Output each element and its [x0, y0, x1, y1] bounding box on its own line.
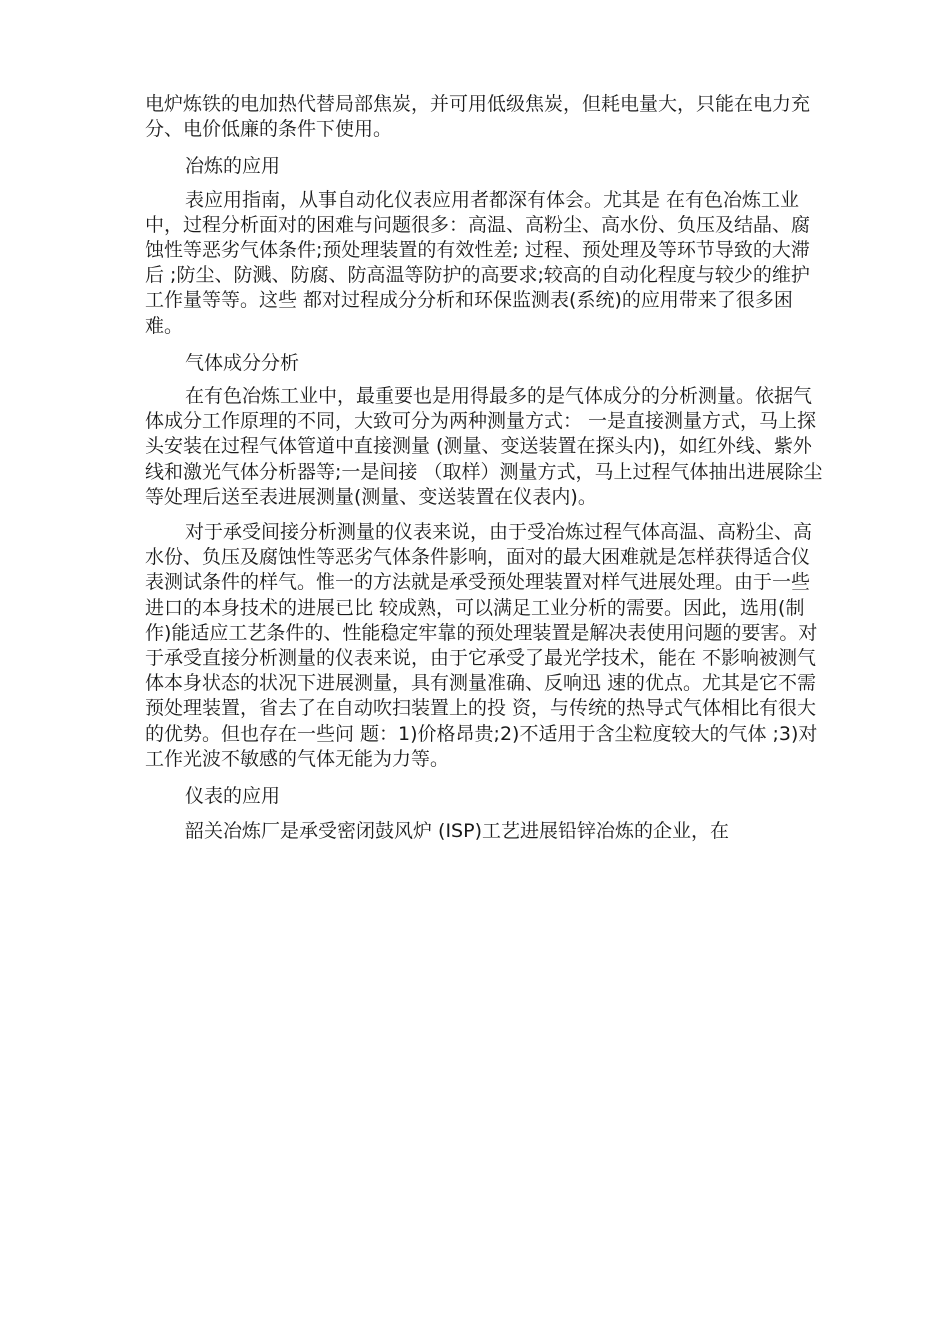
- paragraph-intro: 电炉炼铁的电加热代替局部焦炭，并可用低级焦炭，但耗电量大，只能在电力充分、电价低廉的条件下使用。: [145, 93, 811, 141]
- document-body: [145, 92, 825, 844]
- paragraph-smelting-application: 表应用指南，从事自动化仪表应用者都深有体会。尤其是 在有色冶炼工业中，过程分析面对的困难与问题很多：高温、高粉尘、高水份、负压及结晶、腐蚀性等恶劣气体条件;预处理装置的有效性差; 过程、预处理及等环节导致的大滞后 ;防尘、防溅、防腐、防高温等防护的高要求;较高的自动化程度与较少的维护工作量等等。这些 都对过程成分分析和环保监测表(系统)的应用带来了很多困难。: [145, 188, 811, 337]
- paragraph-instrument-application: 韶关冶炼厂是承受密闭鼓风炉 (ISP)工艺进展铅锌冶炼的企业，在: [185, 820, 729, 843]
- heading-smelting-application: 冶炼的应用: [185, 155, 281, 178]
- paragraph-gas-analysis: 在有色冶炼工业中，最重要也是用得最多的是气体成分的分析测量。依据气体成分工作原理的不同，大致可分为两种测量方式： 一是直接测量方式，马上探头安装在过程气体管道中直接测量 (测量、变送装置在探头内)，如红外线、紫外线和激光气体分析器等;一是间接 （取样）测量方式，马上过程气体抽出进展除尘等处理后送至表进展测量(测量、变送装置在仪表内)。: [145, 385, 823, 508]
- heading-gas-analysis: 气体成分分析: [185, 351, 300, 374]
- paragraph-indirect-direct-measurement: 对于承受间接分析测量的仪表来说，由于受冶炼过程气体高温、高粉尘、高水份、负压及腐蚀性等恶劣气体条件影响，面对的最大困难就是怎样获得适合仪表测试条件的样气。惟一的方法就是承受预处理装置对样气进展处理。由于一些进口的本身技术的进展已比 较成熟，可以满足工业分析的需要。因此，选用(制作)能适应工艺条件的、性能稳定牢靠的预处理装置是解决表使用问题的要害。对 于承受直接分析测量的仪表来说，由于它承受了最光学技术，能在 不影响被测气体本身状态的状况下进展测量，具有测量准确、反响迅 速的优点。尤其是它不需预处理装置，省去了在自动吹扫装置上的投 资，与传统的热导式气体相比有很大的优势。但也存在一些问 题：1)价格昂贵;2)不适用于含尘粒度较大的气体 ;3)对工作光波不敏感的气体无能为力等。: [145, 521, 818, 770]
- heading-instrument-application: 仪表的应用: [185, 785, 281, 808]
